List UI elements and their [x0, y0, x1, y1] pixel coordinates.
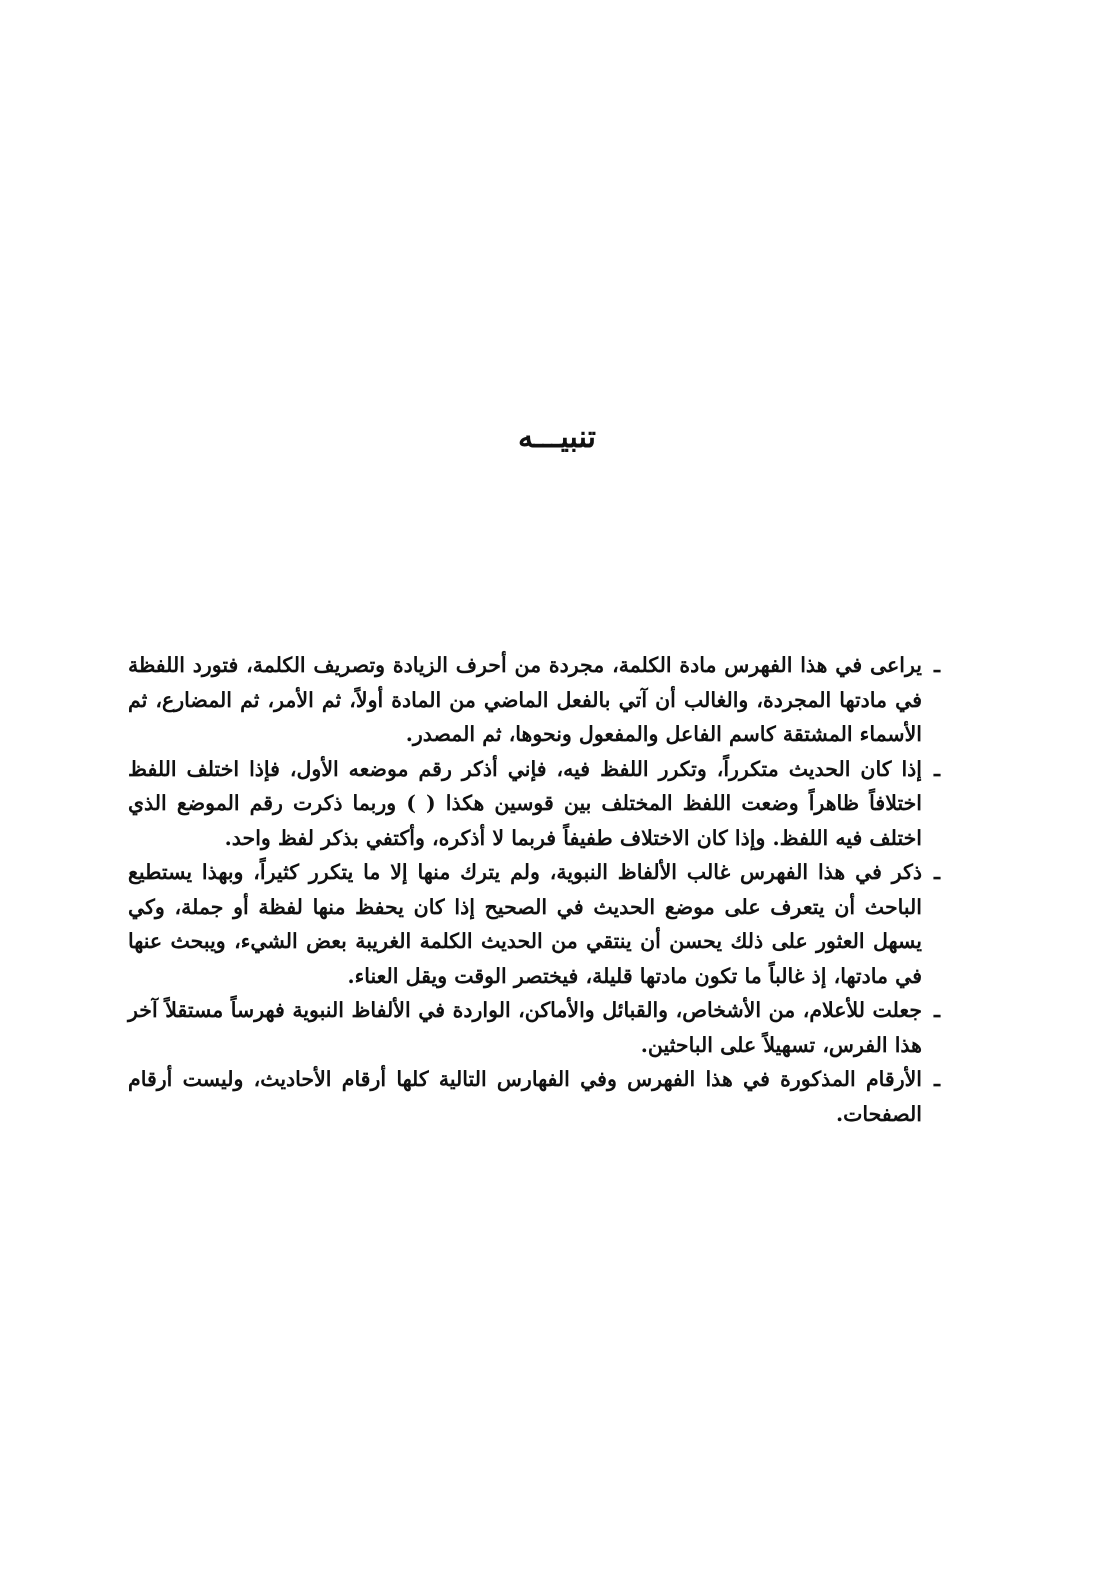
bullet-dash: ـ: [933, 756, 940, 781]
bullet-dash: ـ: [933, 998, 940, 1022]
note-text: الأرقام المذكورة في هذا الفهرس وفي الفهارس التالية كلها أرقام الأحاديث، وليست أرقام الصفحات.: [128, 1067, 922, 1126]
bullet-dash: ـ: [933, 653, 940, 677]
note-text: إذا كان الحديث متكرراً، وتكرر اللفظ فيه، فإني أذكر رقم موضعه الأول، فإذا اختلف اللفظ اختلافاً ظاهراً وضعت اللفظ المختلف بين قوسين هكذا ( ) وربما ذكرت رقم الموضع الذي اختلف فيه اللفظ. وإذا كان الاختلاف طفيفاً فربما لا أذكره، وأكتفي بذكر لفظ واحد.: [128, 756, 922, 850]
list-item: [128, 648, 946, 752]
list-item: [128, 855, 946, 993]
page-title: تنبيـــه: [518, 420, 596, 455]
bullet-dash: ـ: [933, 860, 940, 884]
bullet-dash: ـ: [933, 1067, 940, 1091]
list-item: [128, 1062, 946, 1131]
note-text: ذكر في هذا الفهرس غالب الألفاظ النبوية، ولم يترك منها إلا ما يتكرر كثيراً، وبهذا يستطيع الباحث أن يتعرف على موضع الحديث في الصحيح إذا كان يحفظ منها لفظة أو جملة، وكي يسهل العثور على ذلك يحسن أن ينتقي من الحديث الكلمة الغريبة بعض الشيء، ويبحث عنها في مادتها، إذ غالباً ما تكون مادتها قليلة، فيختصر الوقت ويقل العناء.: [128, 860, 922, 988]
note-text: جعلت للأعلام، من الأشخاص، والقبائل والأماكن، الواردة في الألفاظ النبوية فهرساً مستقلاً آخر هذا الفرس، تسهيلاً على الباحثين.: [128, 998, 922, 1057]
list-item: [128, 752, 946, 856]
note-text: يراعى في هذا الفهرس مادة الكلمة، مجردة من أحرف الزيادة وتصريف الكلمة، فتورد اللفظة في مادتها المجردة، والغالب أن آتي بالفعل الماضي من المادة أولاً، ثم الأمر، ثم المضارع، ثم الأسماء المشتقة كاسم الفاعل والمفعول ونحوها، ثم المصدر.: [128, 653, 922, 746]
list-item: [128, 993, 946, 1062]
notes-list: [128, 648, 946, 1131]
